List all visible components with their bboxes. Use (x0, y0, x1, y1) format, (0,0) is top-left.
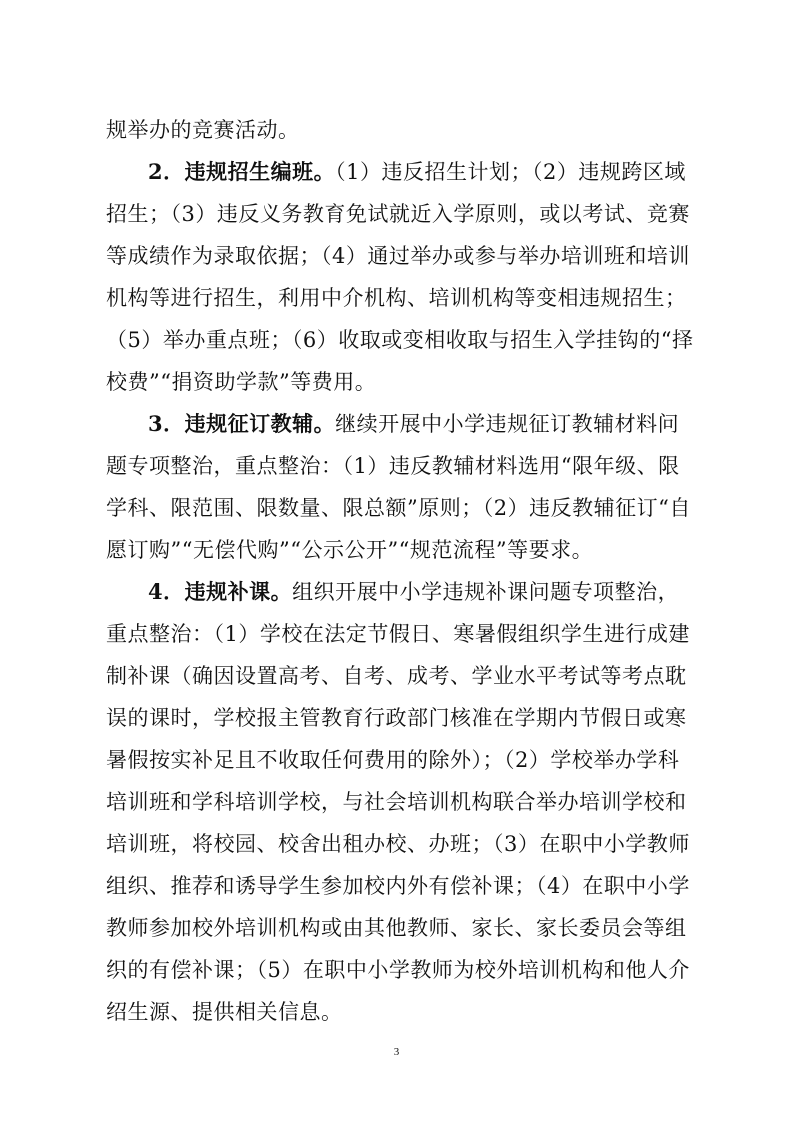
section-3-line-1-text: 继续开展中小学违规征订教辅材料问 (335, 412, 680, 436)
section-2-line-5: （5）举办重点班；（6）收取或变相收取与招生入学挂钩的“择 (106, 328, 694, 352)
section-3-line-2: 题专项整治，重点整治：（1）违反教辅材料选用“限年级、限 (106, 454, 680, 478)
section-4-line-7: 培训班，将校园、校舍出租办校、办班；（3）在职中小学教师 (106, 832, 690, 856)
section-4-heading: 4．违规补课。 (148, 579, 293, 604)
section-4-line-3: 制补课（确因设置高考、自考、成考、学业水平考试等考点耽 (106, 664, 687, 688)
section-2-heading: 2．违规招生编班。 (148, 159, 336, 184)
section-2-line-1 (148, 152, 691, 192)
section-2-line-6: 校费”“捐资助学款”等费用。 (106, 370, 377, 394)
section-3-line-3: 学科、限范围、限数量、限总额”原则；（2）违反教辅征订“自 (106, 496, 691, 520)
section-4-line-11: 绍生源、提供相关信息。 (106, 1000, 343, 1024)
section-2-line-2: 招生；（3）违反义务教育免试就近入学原则，或以考试、竞赛 (106, 202, 690, 226)
section-2-line-3: 等成绩作为录取依据；（4）通过举办或参与举办培训班和培训 (106, 244, 690, 268)
section-4-line-8: 组织、推荐和诱导学生参加校内外有偿补课；（4）在职中小学 (106, 874, 690, 898)
section-4-line-10: 织的有偿补课；（5）在职中小学教师为校外培训机构和他人介 (106, 958, 690, 982)
page-number: 3 (393, 1046, 400, 1058)
section-3-line-4: 愿订购”“无偿代购”“公示公开”“规范流程”等要求。 (106, 538, 594, 562)
section-2-line-1-text: （1）违反招生计划；（2）违规跨区域 (335, 160, 686, 184)
section-4-line-9: 教师参加校外培训机构或由其他教师、家长、家长委员会等组 (106, 916, 687, 940)
section-2-line-4: 机构等进行招生，利用中介机构、培训机构等变相违规招生； (106, 286, 687, 310)
section-4-line-2: 重点整治：（1）学校在法定节假日、寒暑假组织学生进行成建 (106, 622, 690, 646)
section-4-line-6: 培训班和学科培训学校，与社会培训机构联合举办培训学校和 (106, 790, 687, 814)
section-4-line-1 (148, 572, 691, 612)
section-3-heading: 3．违规征订教辅。 (148, 411, 336, 436)
section-3-line-1 (148, 404, 691, 444)
section-4-line-4: 误的课时，学校报主管教育行政部门核准在学期内节假日或寒 (106, 706, 687, 730)
intro-line-1: 规举办的竞赛活动。 (106, 118, 300, 142)
section-4-line-1-text: 组织开展中小学违规补课问题专项整治， (292, 580, 680, 604)
section-4-line-5: 暑假按实补足且不收取任何费用的除外）；（2）学校举办学科 (106, 748, 680, 772)
